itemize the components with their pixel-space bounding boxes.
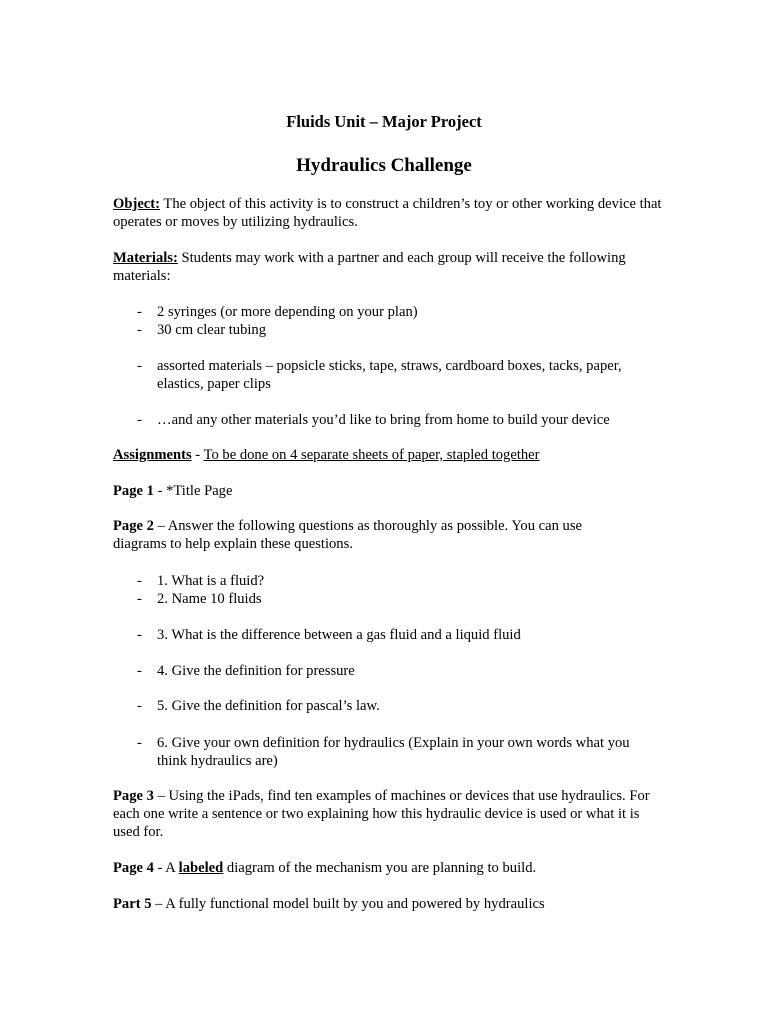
assignments-note: To be done on 4 separate sheets of paper, stapled together [203, 447, 540, 463]
page4-emphasis: labeled [178, 860, 224, 876]
page3-paragraph [113, 787, 661, 841]
list-item-text: assorted materials – popsicle sticks, tape, straws, cardboard boxes, tacks, paper, elastics, paper clips [157, 358, 622, 392]
page4-text-before: - A [153, 860, 179, 876]
object-text: The object of this activity is to construct a children’s toy or other working device that operates or moves by utilizing hydraulics. [113, 196, 662, 230]
page2-text: – Answer the following questions as thoroughly as possible. You can use diagrams to help explain these questions. [113, 518, 582, 552]
list-item-text: 2 syringes (or more depending on your plan) [157, 304, 418, 320]
list-item-text: 1. What is a fluid? [157, 573, 265, 589]
page3-text: – Using the iPads, find ten examples of machines or devices that use hydraulics. For each one write a sentence or two explaining how this hydraulic device is used or what it is used for. [113, 788, 650, 840]
list-item-text: …and any other materials you’d like to bring from home to build your device [157, 412, 610, 428]
page1-paragraph [113, 482, 673, 500]
page1-text: - *Title Page [153, 483, 233, 499]
object-label: Object: [113, 196, 161, 212]
list-item-text: 6. Give your own definition for hydraulics (Explain in your own words what you think hydraulics are) [157, 735, 630, 769]
list-item-text: 5. Give the definition for pascal’s law. [157, 698, 380, 714]
part5-text: – A fully functional model built by you and powered by hydraulics [151, 896, 545, 912]
bullet-dash: - [137, 322, 142, 338]
bullet-dash: - [137, 412, 142, 428]
bullet-dash: - [137, 627, 142, 643]
bullet-dash: - [137, 591, 142, 607]
part5-paragraph [113, 895, 673, 913]
page4-text-after: diagram of the mechanism you are planning to build. [223, 860, 537, 876]
list-item-text: 4. Give the definition for pressure [157, 663, 355, 679]
page-title: Fluids Unit – Major Project [286, 112, 482, 131]
page4-label: Page 4 [113, 860, 154, 876]
list-item-text: 3. What is the difference between a gas fluid and a liquid fluid [157, 627, 521, 643]
materials-text: Students may work with a partner and each group will receive the following materials: [113, 250, 626, 284]
materials-paragraph [113, 249, 673, 285]
page1-label: Page 1 [113, 483, 154, 499]
page2-paragraph [113, 517, 613, 553]
bullet-dash: - [137, 663, 142, 679]
part5-label: Part 5 [113, 896, 152, 912]
page2-label: Page 2 [113, 518, 154, 534]
page-subtitle: Hydraulics Challenge [296, 155, 472, 176]
bullet-dash: - [137, 304, 142, 320]
list-item-text: 30 cm clear tubing [157, 322, 267, 338]
bullet-dash: - [137, 358, 142, 374]
list-item-text: 2. Name 10 fluids [157, 591, 262, 607]
page4-paragraph [113, 859, 673, 877]
assignments-paragraph [113, 446, 673, 464]
bullet-dash: - [137, 735, 142, 751]
bullet-dash: - [137, 698, 142, 714]
assignments-label: Assignments [113, 447, 192, 463]
page3-label: Page 3 [113, 788, 154, 804]
assignments-separator: - [191, 447, 204, 463]
materials-label: Materials: [113, 250, 178, 266]
bullet-dash: - [137, 573, 142, 589]
object-paragraph [113, 195, 673, 231]
